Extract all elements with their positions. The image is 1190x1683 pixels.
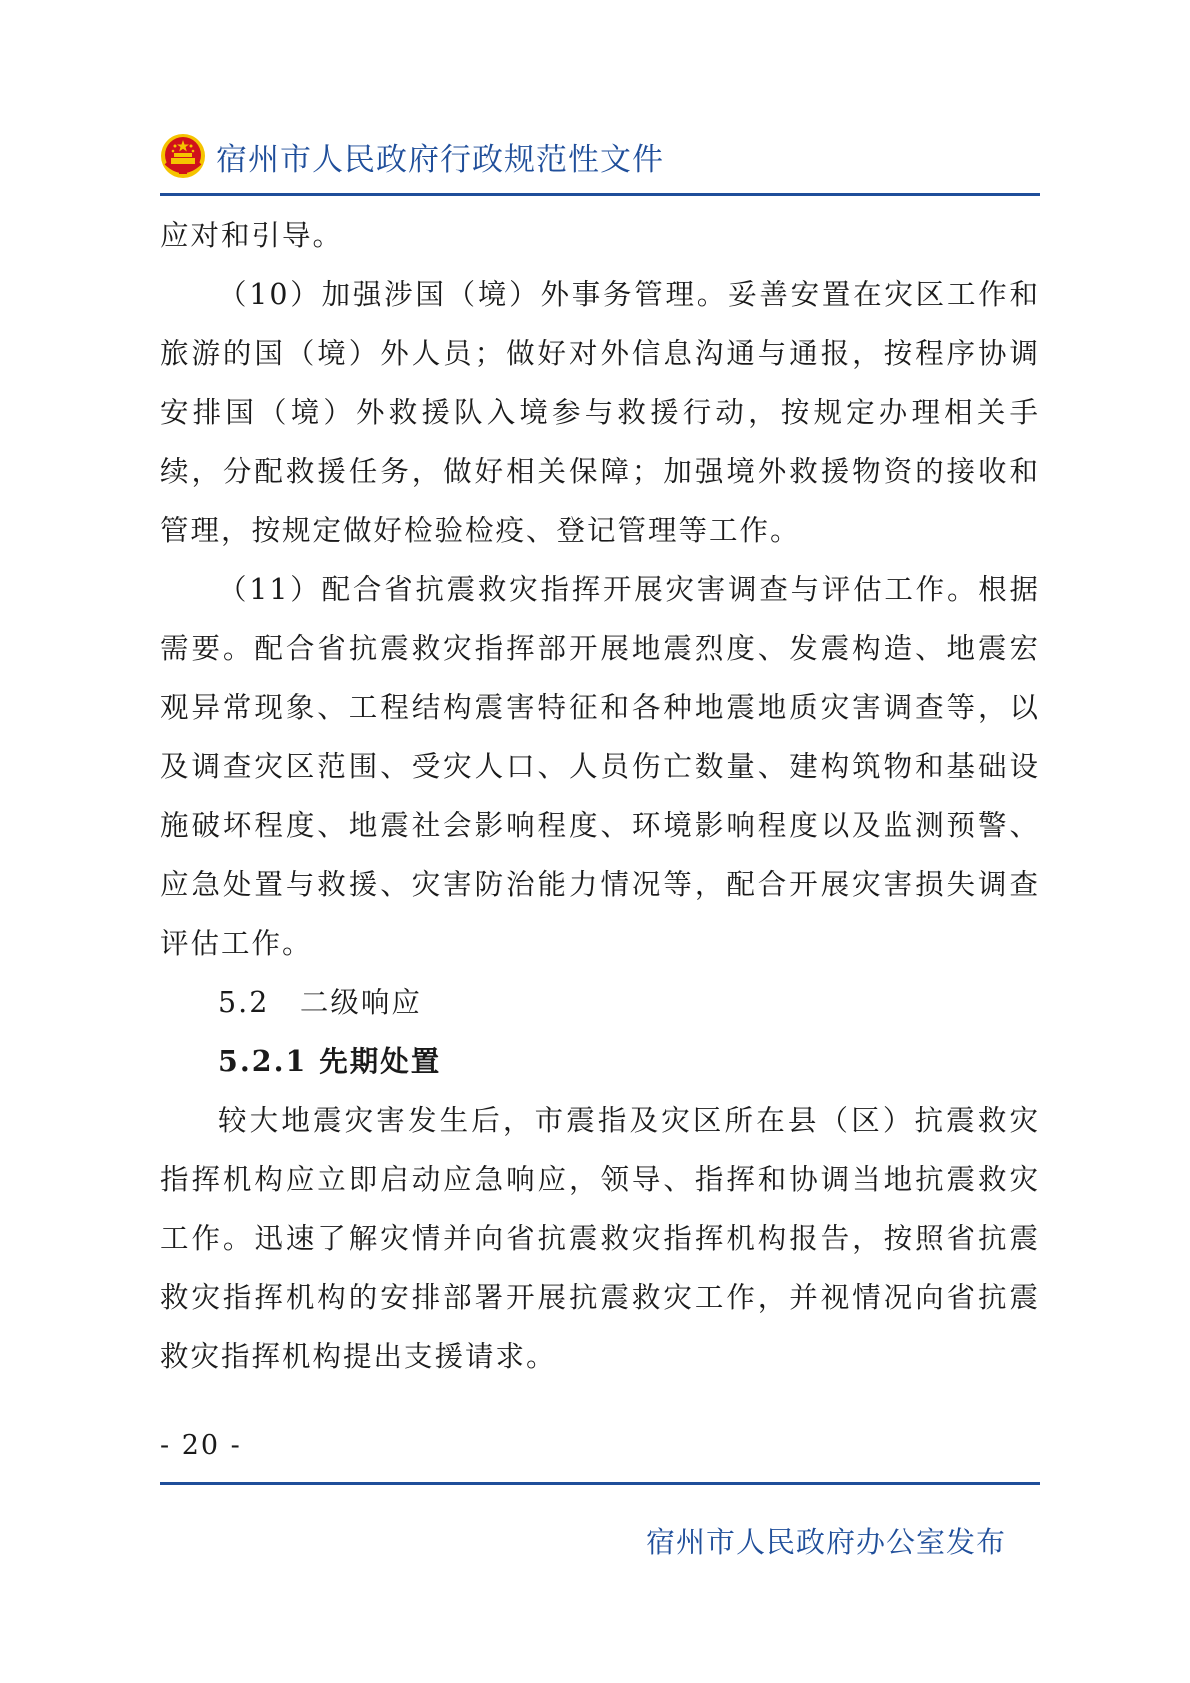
page-number: - 20 - [160, 1430, 242, 1461]
section-title: 先期处置 [307, 1044, 442, 1078]
header-divider [160, 193, 1040, 196]
paragraph-11: （11）配合省抗震救灾指挥开展灾害调查与评估工作。根据需要。配合省抗震救灾指挥部开展地震烈度、发震构造、地震宏观异常现象、工程结构震害特征和各种地震地质灾害调查等，以及调查灾区范围、受灾人口、人员伤亡数量、建构筑物和基础设施破坏程度、地震社会影响程度、环境影响程度以及监测预警、应急处置与救援、灾害防治能力情况等，配合开展灾害损失调查评估工作。 [160, 573, 1040, 960]
document-header [160, 128, 1040, 184]
paragraph-5-2-1: 较大地震灾害发生后，市震指及灾区所在县（区）抗震救灾指挥机构应立即启动应急响应，领导、指挥和协调当地抗震救灾工作。迅速了解灾情并向省抗震救灾指挥机构报告，按照省抗震救灾指挥机构的安排部署开展抗震救灾工作，并视情况向省抗震救灾指挥机构提出支援请求。 [160, 1104, 1040, 1373]
footer-divider [160, 1482, 1040, 1485]
section-heading-5-2: 5.2 二级响应 [218, 986, 422, 1019]
header-title: 宿州市人民政府行政规范性文件 [216, 141, 664, 178]
paragraph-continuation: 应对和引导。 [160, 219, 344, 252]
national-emblem-icon [160, 133, 206, 179]
paragraph-10: （10）加强涉国（境）外事务管理。妥善安置在灾区工作和旅游的国（境）外人员；做好对外信息沟通与通报，按程序协调安排国（境）外救援队入境参与救援行动，按规定办理相关手续，分配救援任务，做好相关保障；加强境外救援物资的接收和管理，按规定做好检验检疫、登记管理等工作。 [160, 278, 1040, 547]
document-body [160, 206, 1040, 1386]
section-number: 5.2.1 [218, 1044, 308, 1078]
section-heading-5-2-1 [160, 1032, 1040, 1091]
footer-publisher: 宿州市人民政府办公室发布 [645, 1525, 1006, 1559]
